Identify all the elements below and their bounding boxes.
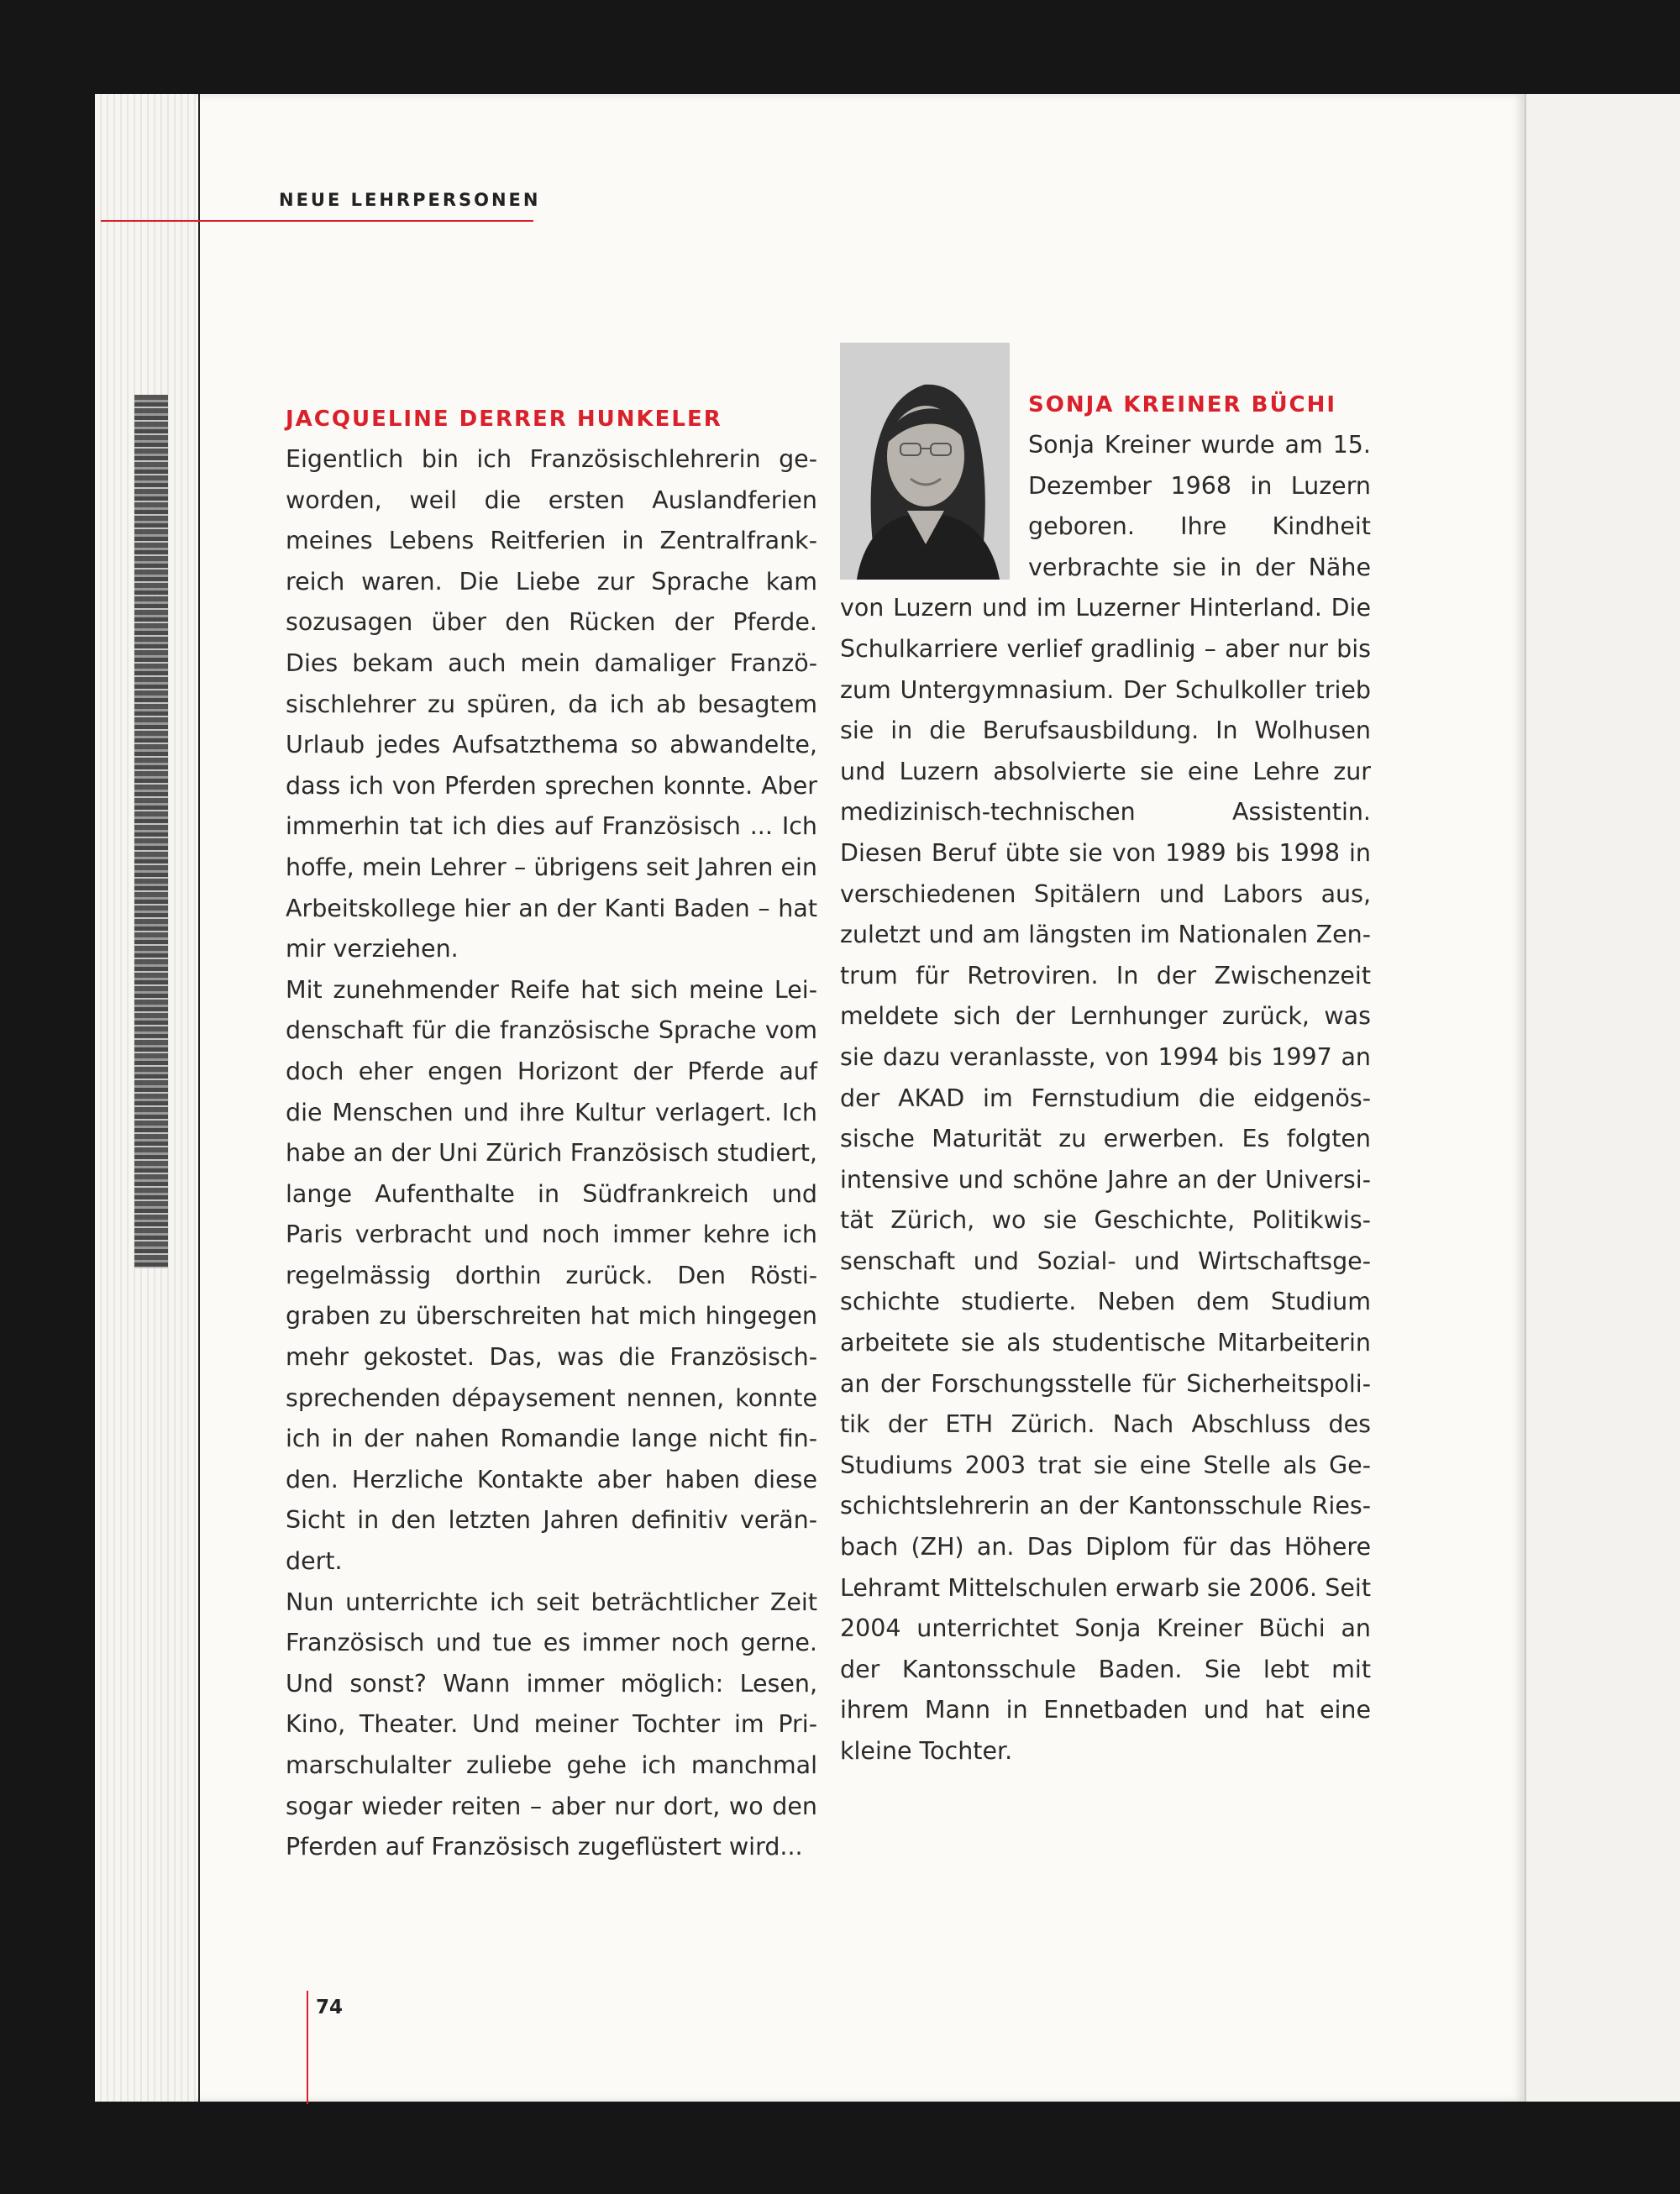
binding-line xyxy=(198,94,200,2102)
facing-page-edge xyxy=(1525,94,1680,2102)
spine-shadow xyxy=(134,395,168,1268)
left-paragraph-2: Mit zunehmender Reife hat sich meine Leidenschaft für die französische Sprache vom doch eher engen Horizont der Pferde auf die Menschen und ihre Kultur verlagert. Ich habe an der Uni Zürich Französisch studiert, lange Aufenthalte in Südfrankreich und Paris verbracht und noch immer kehre ich regelmässig dorthin zurück. Den Röstigraben zu überschreiten hat mich hingegen mehr gekostet. Das, was die Französischsprechenden dépaysement nennen, konnte ich in der nahen Romandie lange nicht finden. Herzliche Kontakte aber haben diese Sicht in den letzten Jahren definitiv verändert. xyxy=(286,975,817,1576)
page-number-rule xyxy=(307,1991,308,2104)
portrait-photo-icon xyxy=(840,343,1010,580)
header-rule xyxy=(101,220,533,222)
portrait-photo xyxy=(840,343,1010,580)
left-article xyxy=(286,399,817,1868)
left-paragraph-3: Nun unterrichte ich seit beträchtlicher Zeit Französisch und tue es immer noch gerne. Und sonst? Wann immer möglich: Lesen, Kino, Theater. Und meiner Tochter im Primarschulalter zuliebe gehe ich manchmal sogar wieder reiten – aber nur dort, wo den Pferden auf Französisch zugeflüstert wird... xyxy=(286,1588,817,1861)
right-article xyxy=(840,385,1371,1772)
right-article-name: SONJA KREINER BÜCHI xyxy=(1028,392,1337,417)
section-header: NEUE LEHRPERSONEN xyxy=(279,190,541,210)
right-paragraph: Sonja Kreiner wurde am 15. Dezember 1968 in Luzern geboren. Ihre Kindheit verbrachte sie in der Nähe von Luzern und im Luzerner Hinterland. Die Schulkarriere verlief gradlinig – aber nur bis zum Untergymnasium. Der Schulkoller trieb sie in die Berufsausbildung. In Wolhusen und Luzern absolvierte sie eine Lehre zur medizinisch-technischen Assistentin. Diesen Beruf übte sie von 1989 bis 1998 in verschiedenen Spitälern und Labors aus, zuletzt und am längsten im Nationalen Zentrum für Retroviren. In der Zwischenzeit meldete sich der Lernhunger zurück, was sie dazu veranlasste, von 1994 bis 1997 an der AKAD im Fernstudium die eidgenössische Maturität zu erwerben. Es folgten intensive und schöne Jahre an der Universität Zürich, wo sie Geschichte, Politikwissenschaft und Sozial- und Wirtschaftsgeschichte studierte. Neben dem Studium arbeitete sie als studentische Mitarbeiterin an der Forschungsstelle für Sicherheitspolitik der ETH Zürich. Nach Abschluss des Studiums 2003 trat sie eine Stelle als Geschichtslehrerin an der Kantonsschule Riesbach (ZH) an. Das Diplom für das Höhere Lehramt Mittelschulen erwarb sie 2006. Seit 2004 unterrichtet Sonja Kreiner Büchi an der Kantonsschule Baden. Sie lebt mit ihrem Mann in Ennetbaden und hat eine kleine Tochter. xyxy=(840,431,1371,1765)
left-paragraph-1: Eigentlich bin ich Französischlehrerin geworden, weil die ersten Auslandferien meines Lebens Reitferien in Zentralfrankreich waren. Die Liebe zur Sprache kam sozusagen über den Rücken der Pferde. Dies bekam auch mein damaliger Französischlehrer zu spüren, da ich ab besagtem Urlaub jedes Aufsatzthema so abwandelte, dass ich von Pferden sprechen konnte. Aber immerhin tat ich dies auf Französisch ... Ich hoffe, mein Lehrer – übrigens seit Jahren ein Arbeitskollege hier an der Kanti Baden – hat mir verziehen. xyxy=(286,445,817,963)
page-number: 74 xyxy=(316,1997,344,2018)
left-article-name: JACQUELINE DERRER HUNKELER xyxy=(286,407,722,432)
